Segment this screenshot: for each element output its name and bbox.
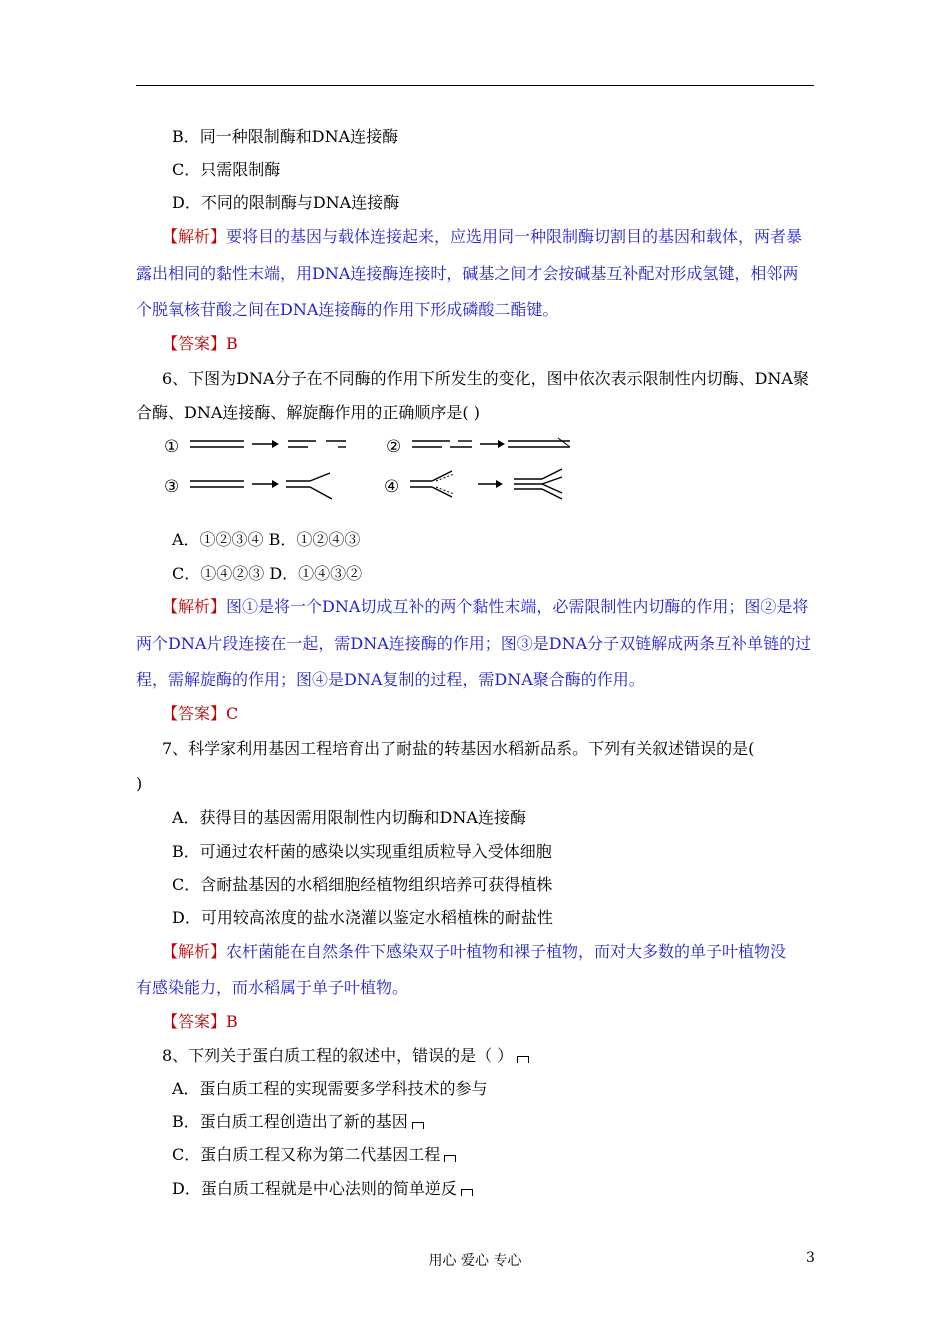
page-number: 3	[806, 1250, 815, 1266]
q5-option-d: D．不同的限制酶与DNA连接酶	[172, 193, 400, 212]
q5-analysis-line-2: 露出相同的黏性末端，用DNA连接酶连接时，碱基之间才会按碱基互补配对形成氢键，相邻两	[136, 264, 799, 283]
edit-mark	[444, 1155, 456, 1162]
diagram-label-4: ④	[384, 477, 400, 497]
q8-stem: 8、下列关于蛋白质工程的叙述中，错误的是（ ）	[162, 1046, 529, 1066]
q7-option-d: D．可用较高浓度的盐水浇灌以鉴定水稻植株的耐盐性	[172, 908, 553, 927]
q5-answer: 【答案】B	[162, 334, 238, 353]
edit-mark	[461, 1189, 473, 1196]
q7-stem-line-2: )	[136, 774, 143, 793]
q8-option-c: C．蛋白质工程又称为第二代基因工程	[172, 1145, 456, 1165]
q6-analysis-line-3: 程，需解旋酶的作用；图④是DNA复制的过程，需DNA聚合酶的作用。	[136, 670, 645, 689]
q7-analysis-line-2: 有感染能力，而水稻属于单子叶植物。	[136, 978, 409, 997]
analysis-tag: 【解析】	[162, 227, 227, 246]
q5-option-b: B．同一种限制酶和DNA连接酶	[172, 127, 399, 146]
q5-analysis-line-3: 个脱氧核苷酸之间在DNA连接酶的作用下形成磷酸二酯键。	[136, 300, 559, 319]
q6-answer: 【答案】C	[162, 704, 239, 723]
dna-enzyme-diagram	[160, 425, 580, 505]
q7-option-a: A．获得目的基因需用限制性内切酶和DNA连接酶	[172, 808, 526, 827]
q6-options-row-1: A．①②③④ B．①②④③	[172, 530, 361, 549]
diagram-label-2: ②	[386, 437, 402, 457]
q7-analysis-line-1: 【解析】农杆菌能在自然条件下感染双子叶植物和裸子植物，而对大多数的单子叶植物没	[162, 942, 787, 961]
q8-option-d: D．蛋白质工程就是中心法则的简单逆反	[172, 1179, 473, 1199]
diagram-label-1: ①	[164, 437, 180, 457]
q7-option-b: B．可通过农杆菌的感染以实现重组质粒导入受体细胞	[172, 842, 552, 861]
q5-option-c: C．只需限制酶	[172, 160, 281, 179]
q6-analysis-line-2: 两个DNA片段连接在一起，需DNA连接酶的作用；图③是DNA分子双链解成两条互补单链的过	[136, 634, 812, 653]
q6-stem-line-2: 合酶、DNA连接酶、解旋酶作用的正确顺序是( )	[136, 403, 480, 422]
q7-option-c: C．含耐盐基因的水稻细胞经植物组织培养可获得植株	[172, 875, 553, 894]
q6-analysis-line-1: 【解析】图①是将一个DNA切成互补的两个黏性末端，必需限制性内切酶的作用；图②是将	[162, 597, 809, 616]
q7-answer: 【答案】B	[162, 1012, 238, 1031]
header-rule	[136, 85, 814, 86]
q7-stem-line-1: 7、科学家利用基因工程培育出了耐盐的转基因水稻新品系。下列有关叙述错误的是(	[162, 739, 755, 758]
diagram-label-3: ③	[164, 477, 180, 497]
footer-slogan: 用心 爱心 专心	[428, 1253, 522, 1269]
q8-option-a: A．蛋白质工程的实现需要多学科技术的参与	[172, 1079, 488, 1098]
edit-mark	[412, 1122, 424, 1129]
q6-stem-line-1: 6、下图为DNA分子在不同酶的作用下所发生的变化，图中依次表示限制性内切酶、DNA聚	[162, 369, 809, 388]
edit-mark	[517, 1056, 529, 1063]
q8-option-b: B．蛋白质工程创造出了新的基因	[172, 1112, 424, 1132]
q6-options-row-2: C．①④②③ D．①④③②	[172, 564, 363, 583]
q5-analysis-line-1: 【解析】要将目的基因与载体连接起来，应选用同一种限制酶切割目的基因和载体，两者暴	[162, 227, 803, 246]
